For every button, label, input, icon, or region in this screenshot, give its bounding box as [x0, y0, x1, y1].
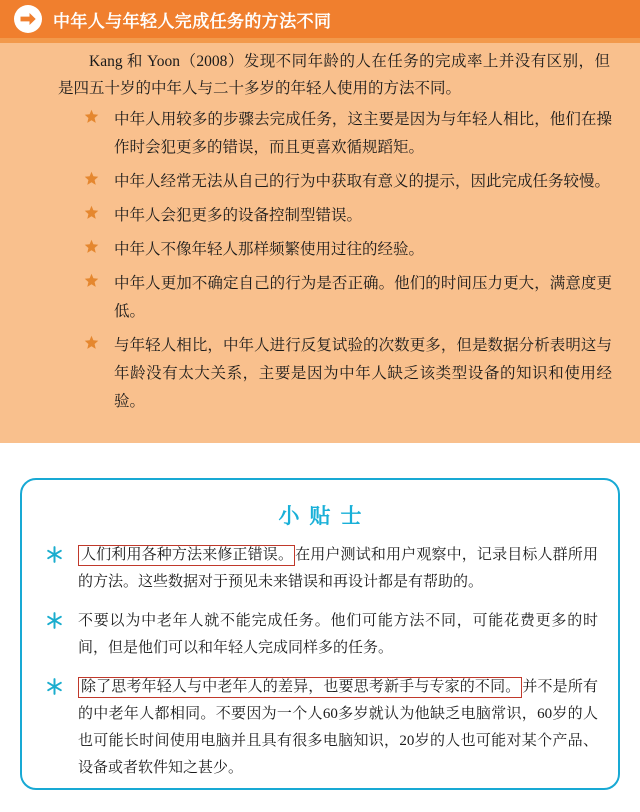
list-item-label: 中年人经常无法从自己的行为中获取有意义的提示，因此完成任务较慢。 — [114, 173, 611, 190]
page-title: 中年人与年轻人完成任务的方法不同 — [53, 11, 332, 31]
star-icon — [84, 171, 100, 187]
intro-paragraph: Kang 和 Yoon（2008）发现不同年龄的人在任务的完成率上并没有区别，但是四五十岁的中年人与二十多岁的年轻人使用的方法不同。 — [58, 53, 610, 97]
tips-section — [0, 443, 640, 812]
list-item — [42, 674, 598, 782]
list-item — [42, 542, 598, 596]
list-item-label: 中年人会犯更多的设备控制型错误。 — [114, 207, 363, 224]
star-icon — [84, 109, 100, 125]
list-item — [84, 106, 612, 162]
list-item — [84, 270, 612, 326]
list-item-label: 不要以为中老年人就不能完成任务。他们可能方法不同，可能花费更多的时间，但是他们可以和年轻人完成同样多的任务。 — [78, 613, 598, 656]
star-icon — [84, 273, 100, 289]
highlighted-phrase: 除了思考年轻人与中老年人的差异，也要思考新手与专家的不同。 — [78, 677, 522, 698]
arrow-right-circle-icon — [14, 5, 42, 33]
list-item-label: 中年人不像年轻人那样频繁使用过往的经验。 — [114, 241, 425, 258]
star-bullet-list — [22, 106, 618, 416]
asterisk-icon — [46, 678, 64, 696]
list-item — [42, 608, 598, 662]
highlighted-phrase: 人们利用各种方法来修正错误。 — [78, 545, 295, 566]
star-icon — [84, 239, 100, 255]
list-item-label: 与年轻人相比，中年人进行反复试验的次数更多，但是数据分析表明这与年龄没有太大关系，主要是因为中年人缺乏该类型设备的知识和使用经验。 — [114, 337, 612, 410]
header-underline — [0, 38, 640, 43]
list-item — [84, 168, 612, 196]
star-icon — [84, 335, 100, 351]
tips-list — [42, 542, 598, 782]
asterisk-icon — [46, 612, 64, 630]
top-body — [0, 38, 640, 416]
tips-title: 小贴士 — [278, 505, 372, 528]
list-item-label: 中年人用较多的步骤去完成任务，这主要是因为与年轻人相比，他们在操作时会犯更多的错误，而且更喜欢循规蹈矩。 — [114, 111, 612, 156]
star-icon — [84, 205, 100, 221]
list-item — [84, 202, 612, 230]
list-item-label: 并不是所有的中老年人都相同。不要因为一个人60多岁就认为他缺乏电脑常识，60岁的人也可能长时间使用电脑并且具有很多电脑知识，20岁的人也可能对某个产品、设备或者软件知之甚少。 — [78, 679, 598, 776]
list-item — [84, 236, 612, 264]
list-item — [84, 332, 612, 416]
tips-box — [20, 478, 620, 790]
section-header-bar — [0, 0, 640, 38]
list-item-label: 中年人更加不确定自己的行为是否正确。他们的时间压力更大，满意度更低。 — [114, 275, 612, 320]
asterisk-icon — [46, 546, 64, 564]
list-item-label: 在用户测试和用户观察中，记录目标人群所用的方法。这些数据对于预见未来错误和再设计都是有帮助的。 — [78, 547, 598, 590]
